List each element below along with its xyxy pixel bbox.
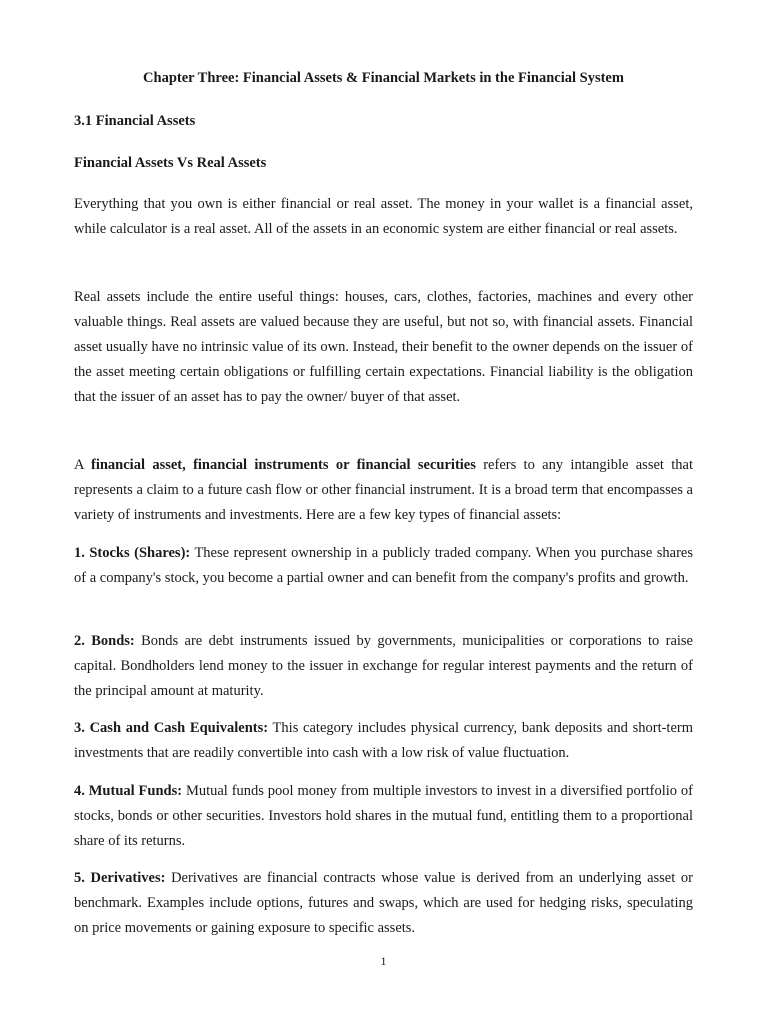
definition-rest: refers to any intangible asset that represents a claim to a future cash flow or other financial instrument. It is a broad term that encompasses a variety of instruments and investments. Here are a few key types of financial assets:	[74, 457, 694, 523]
paragraph-definition	[74, 453, 693, 528]
page-number: 1	[380, 954, 387, 968]
list-item-label: 5. Derivatives:	[74, 870, 166, 886]
list-item-cash	[74, 716, 693, 766]
list-item-text: Derivatives are financial contracts whose value is derived from an underlying asset or benchmark. Examples include options, futures and swaps, which are used for hedging risks, speculating on price movements or gaining exposure to specific assets.	[74, 870, 694, 936]
paragraph-real-assets: Real assets include the entire useful things: houses, cars, clothes, factories, machines and every other valuable things. Real assets are valued because they are useful, but not so, with financial assets. Financial asset usually have no intrinsic value of its own. Instead, their benefit to the owner depends on the issuer of the asset meeting certain obligations or fulfilling certain expectations. Financial liability is the obligation that the issuer of an asset has to pay the owner/ buyer of that asset.	[74, 289, 693, 405]
list-item-text: These represent ownership in a publicly traded company. When you purchase shares of a company's stock, you become a partial owner and can benefit from the company's profits and growth.	[74, 545, 694, 586]
list-item-label: 4. Mutual Funds:	[74, 783, 183, 799]
list-item-stocks	[74, 541, 693, 591]
definition-lead: A	[74, 457, 92, 473]
list-item-derivatives	[74, 866, 693, 941]
list-item-label: 1. Stocks (Shares):	[74, 545, 191, 561]
list-item-label: 2. Bonds:	[74, 633, 135, 649]
chapter-title: Chapter Three: Financial Assets & Financial Markets in the Financial System	[143, 70, 624, 86]
list-item-text: This category includes physical currency, bank deposits and short-term investments that are readily convertible into cash with a low risk of value fluctuation.	[74, 720, 693, 761]
paragraph-financial-vs-real: Everything that you own is either financial or real asset. The money in your wallet is a financial asset, while calculator is a real asset. All of the assets in an economic system are either financial or real assets.	[74, 196, 693, 237]
sub-heading: Financial Assets Vs Real Assets	[74, 155, 267, 171]
list-item-text: Bonds are debt instruments issued by governments, municipalities or corporations to raise capital. Bondholders lend money to the issuer in exchange for regular interest payments and the return of the principal amount at maturity.	[74, 633, 693, 699]
list-item-mutual-funds	[74, 779, 693, 854]
list-item-text: Mutual funds pool money from multiple investors to invest in a diversified portfolio of stocks, bonds or other securities. Investors hold shares in the mutual fund, entitling them to a proportional share of its returns.	[74, 783, 693, 849]
list-item-label: 3. Cash and Cash Equivalents:	[74, 720, 269, 736]
definition-bold-term: financial asset, financial instruments or financial securities	[91, 457, 476, 473]
section-heading: 3.1 Financial Assets	[74, 113, 196, 129]
list-item-bonds	[74, 629, 693, 704]
document-page	[74, 0, 693, 1024]
